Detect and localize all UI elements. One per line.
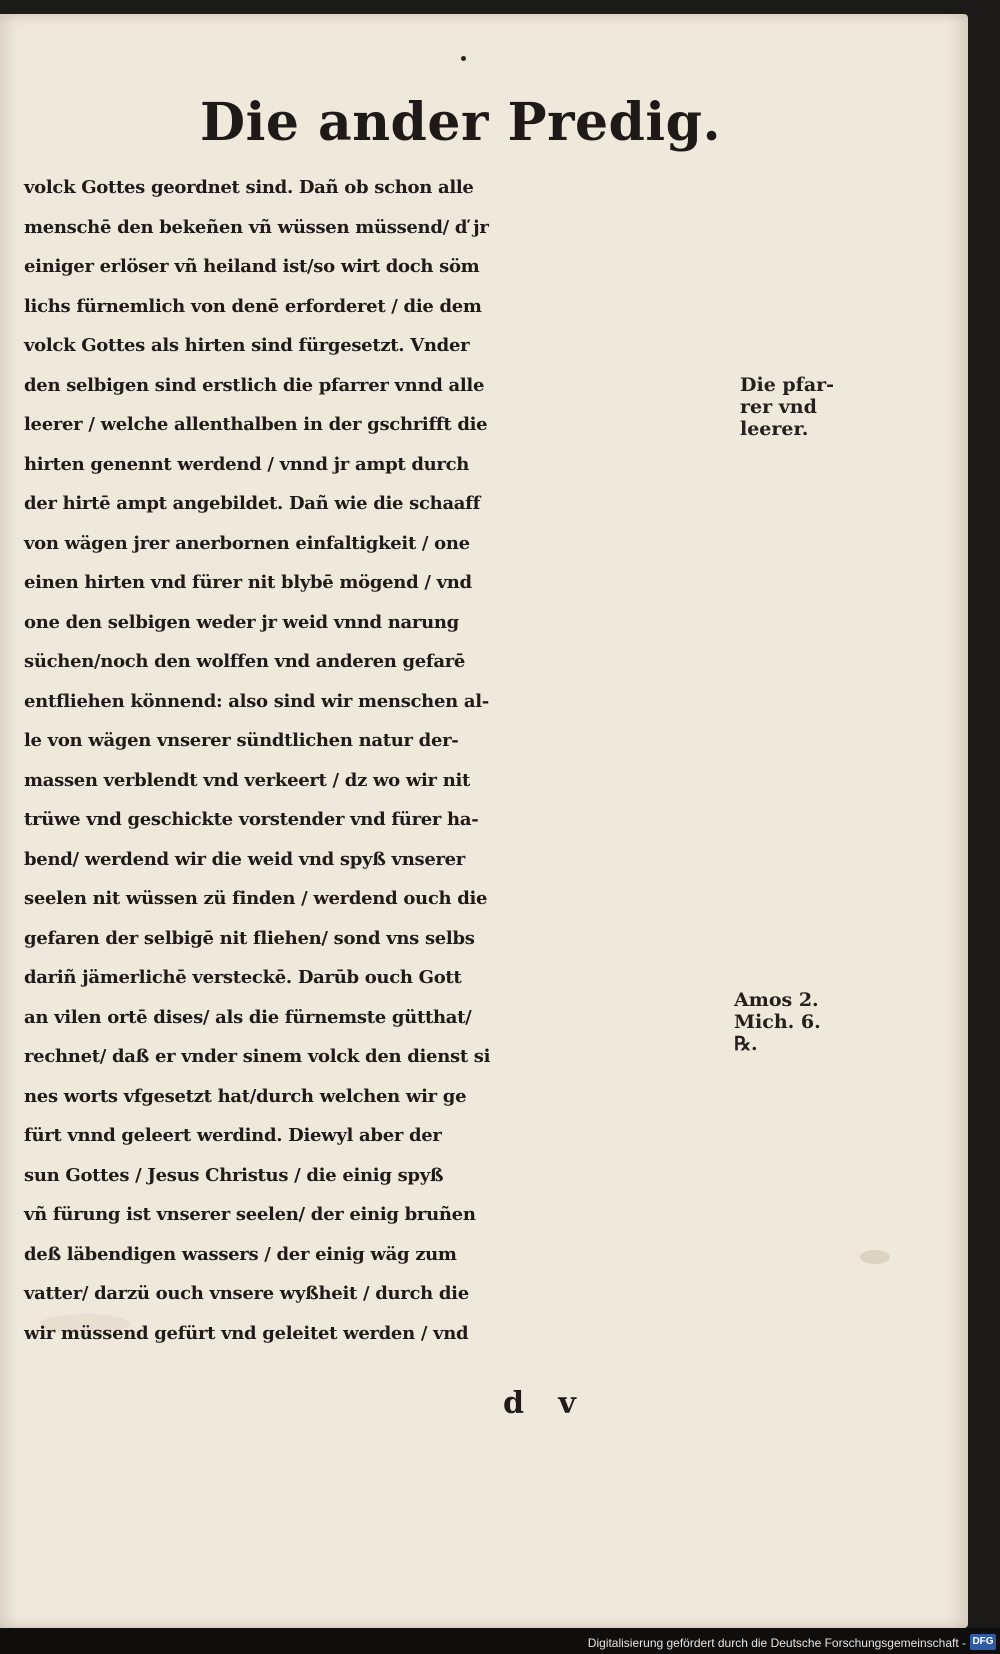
marginal-note [740,374,834,440]
text-line: den selbigen sind erstlich die pfarrer vnnd alle [24,374,485,396]
text-line: one den selbigen weder jr weid vnnd narung [24,611,459,633]
text-line: volck Gottes als hirten sind fürgesetzt. Vnder [24,335,470,356]
marginal-note-line: leerer. [740,418,809,440]
text-line: hirten genennt werdend / vnnd jr ampt durch [24,453,470,475]
text-line: trüwe vnd geschickte vorstender vnd fürer ha- [24,809,479,830]
text-line: an vilen ortē dises/ als die fürnemste gütthat/ [24,1006,472,1028]
text-line: der hirtē ampt angebildet. Dañ wie die schaaff [24,493,481,514]
text-line: dariñ jämerlichē versteckē. Darūb ouch Gott [24,967,462,988]
text-line: menschē den bekeñen vñ wüssen müssend/ ď jr [24,216,489,238]
text-line: süchen/noch den wolffen vnd anderen gefarē [24,651,466,672]
text-line: bend/ werdend wir die weid vnd spyß vnserer [24,848,465,870]
body-text [24,168,734,1353]
dfg-logo: DFG [970,1634,996,1650]
text-line: deß läbendigen wassers / der einig wäg zum [24,1243,457,1265]
marginal-note-line: Die pfar- [740,374,835,396]
text-line: vatter/ darzü ouch vnsere wyßheit / durch die [24,1283,469,1304]
text-line: vñ fürung ist vnserer seelen/ der einig bruñen [24,1204,476,1225]
text-line: sun Gottes / Jesus Christus / die einig spyß [24,1164,444,1186]
footer-credit: Digitalisierung gefördert durch die Deutsche Forschungsgemeinschaft - [587,1636,966,1650]
text-line: massen verblendt vnd verkeert / dz wo wir nit [24,769,471,791]
text-line: volck Gottes geordnet sind. Dañ ob schon alle [24,177,474,198]
marginal-note-line: Mich. 6. [734,1011,821,1033]
text-line: fürt vnnd geleert werdind. Diewyl aber der [24,1125,442,1146]
book-page [0,14,968,1628]
marginal-note-line: rer vnd [740,396,817,418]
text-line: seelen nit wüssen zü finden / werdend ouch die [24,888,488,909]
paper-stain [860,1250,890,1264]
text-line: von wägen jrer anerbornen einfaltigkeit / one [24,532,470,554]
text-line: gefaren der selbigē nit fliehen/ sond vns selbs [24,927,475,949]
text-line: le von wägen vnserer sündtlichen natur der- [24,730,459,751]
page-mark [461,56,466,61]
text-line: entfliehen könnend: also sind wir menschen al- [24,690,489,712]
text-line: rechnet/ daß er vnder sinem volck den dienst si [24,1046,491,1067]
text-line: wir müssend gefürt vnd geleitet werden / vnd [24,1322,469,1344]
text-line: lichs fürnemlich von denē erforderet / die dem [24,295,482,317]
marginal-note [734,989,821,1055]
text-line: nes worts vfgesetzt hat/durch welchen wir ge [24,1085,467,1107]
signature-mark: d v [503,1386,588,1421]
marginal-note-line: Amos 2. [734,989,819,1011]
text-line: leerer / welche allenthalben in der gschrifft die [24,414,488,435]
marginal-note-line: ℞. [734,1033,758,1055]
text-line: einiger erlöser vñ heiland ist/so wirt doch söm [24,256,480,277]
page-header: Die ander Predig. [200,92,722,153]
text-line: einen hirten vnd fürer nit blybē mögend / vnd [24,572,472,593]
